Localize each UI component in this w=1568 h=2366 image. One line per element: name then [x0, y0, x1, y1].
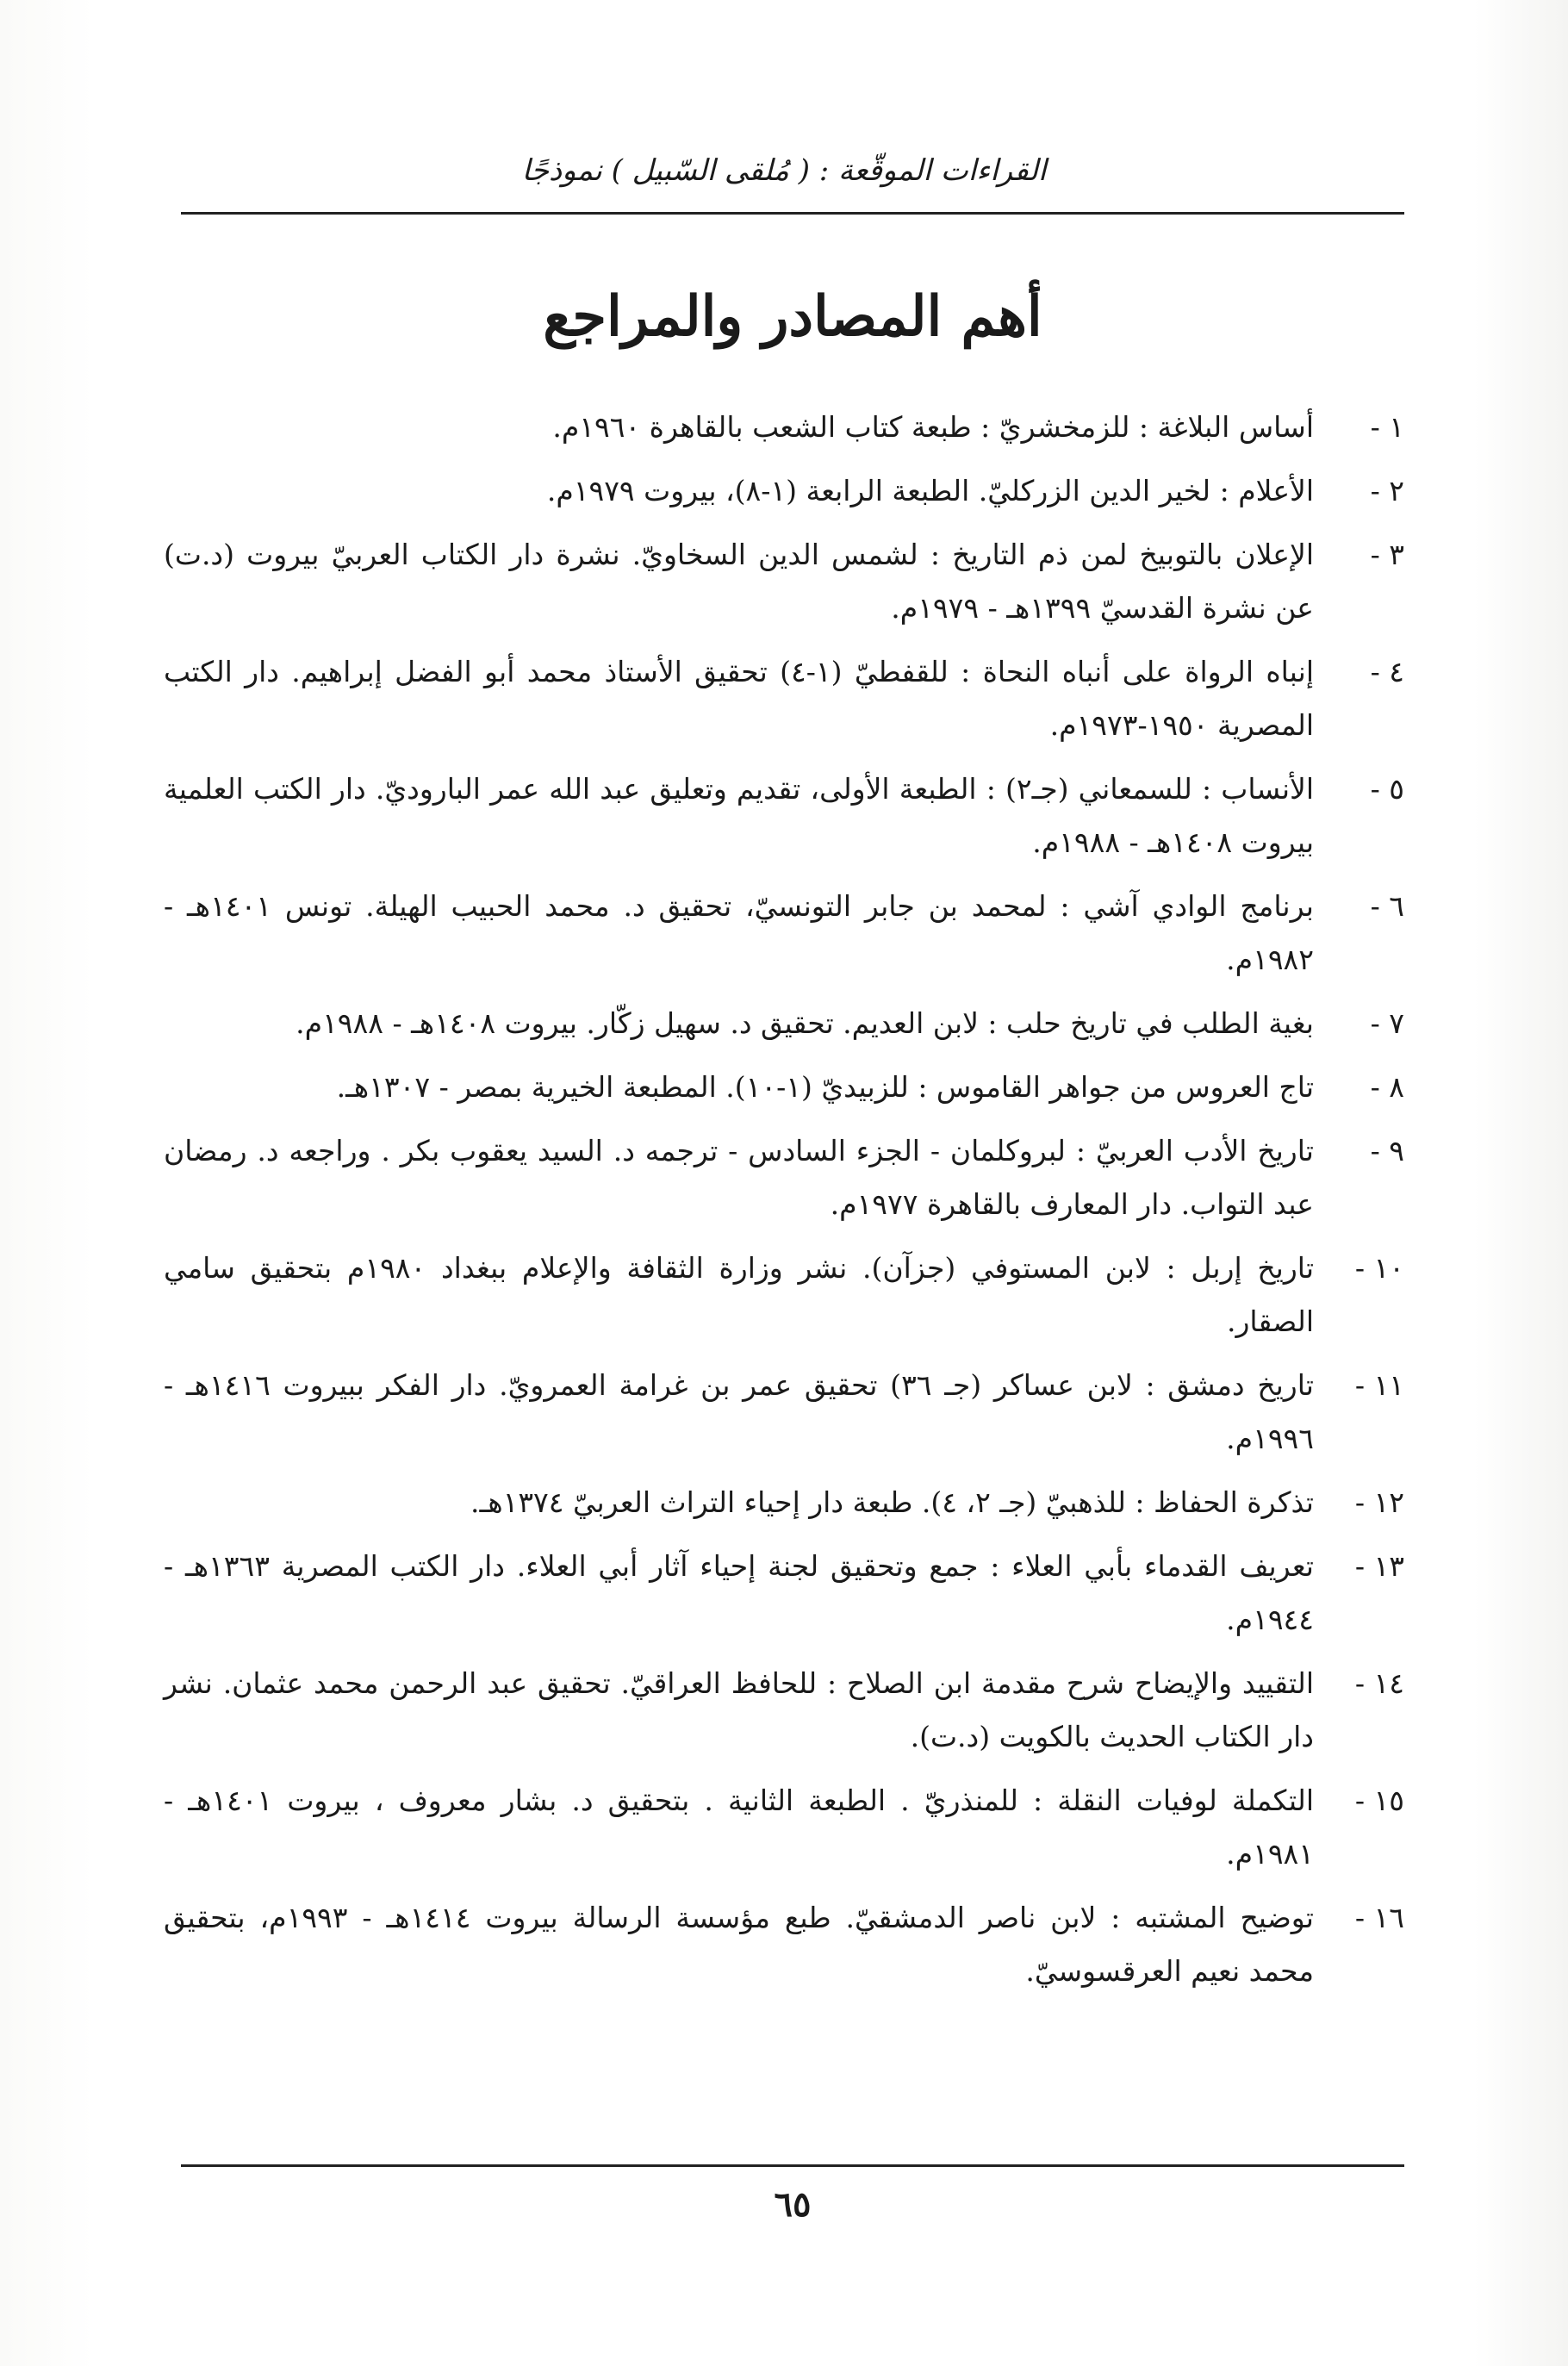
reference-text: توضيح المشتبه : لابن ناصر الدمشقيّ. طبع مؤسسة الرسالة بيروت ١٤١٤هـ - ١٩٩٣م، بتحقيق محمد نعيم العرقسوسيّ. — [164, 1901, 1314, 1988]
reference-text: الأنساب : للسمعاني (جـ٢) : الطبعة الأولى، تقديم وتعليق عبد الله عمر الباروديّ. دار الكتب العلمية بيروت ١٤٠٨هـ - ١٩٨٨م. — [164, 772, 1314, 859]
reference-item — [164, 1774, 1404, 1881]
reference-number: ٦ - — [1370, 889, 1404, 923]
reference-item — [164, 528, 1404, 635]
reference-item — [164, 401, 1404, 454]
reference-item — [164, 645, 1404, 752]
reference-item — [164, 464, 1404, 518]
reference-text: الإعلان بالتوبيخ لمن ذم التاريخ : لشمس الدين السخاويّ. نشرة دار الكتاب العربيّ بيروت (د.ت) عن نشرة القدسيّ ١٣٩٩هـ - ١٩٧٩م. — [164, 538, 1314, 625]
reference-text: تاريخ الأدب العربيّ : لبروكلمان - الجزء السادس - ترجمه د. السيد يعقوب بكر . وراجعه د. رمضان عبد التواب. دار المعارف بالقاهرة ١٩٧٧م. — [164, 1134, 1314, 1221]
reference-item — [164, 997, 1404, 1050]
reference-number: ٨ - — [1370, 1070, 1404, 1104]
reference-text: التكملة لوفيات النقلة : للمنذريّ . الطبعة الثانية . بتحقيق د. بشار معروف ، بيروت ١٤٠١هـ - ١٩٨١م. — [164, 1784, 1314, 1871]
reference-number: ١ - — [1370, 410, 1404, 444]
reference-text: تاريخ دمشق : لابن عساكر (جـ ٣٦) تحقيق عمر بن غرامة العمرويّ. دار الفكر ببيروت ١٤١٦هـ - ١٩٩٦م. — [164, 1368, 1314, 1455]
reference-text: برنامج الوادي آشي : لمحمد بن جابر التونسيّ، تحقيق د. محمد الحبيب الهيلة. تونس ١٤٠١هـ - ١٩٨٢م. — [164, 889, 1314, 976]
header-rule — [181, 212, 1404, 215]
reference-number: ٩ - — [1370, 1134, 1404, 1167]
reference-item — [164, 1359, 1404, 1466]
reference-text: إنباه الرواة على أنباه النحاة : للقفطيّ (١-٤) تحقيق الأستاذ محمد أبو الفضل إبراهيم. دار الكتب المصرية ١٩٥٠-١٩٧٣م. — [164, 655, 1314, 742]
reference-text: الأعلام : لخير الدين الزركليّ. الطبعة الرابعة (١-٨)، بيروت ١٩٧٩م. — [546, 474, 1314, 507]
reference-item — [164, 1891, 1404, 1998]
reference-item — [164, 880, 1404, 987]
running-header: القراءات الموقّعة : ( مُلقى السّبيل ) نموذجًا — [521, 153, 1047, 188]
reference-number: ١٦ - — [1354, 1901, 1404, 1934]
reference-text: تذكرة الحفاظ : للذهبيّ (جـ ٢، ٤). طبعة دار إحياء التراث العربيّ ١٣٧٤هـ. — [470, 1485, 1314, 1519]
references-list — [164, 401, 1404, 2008]
reference-item — [164, 1061, 1404, 1114]
reference-text: تاج العروس من جواهر القاموس : للزبيديّ (١-١٠). المطبعة الخيرية بمصر - ١٣٠٧هـ. — [336, 1070, 1314, 1104]
reference-number: ٧ - — [1370, 1006, 1404, 1040]
reference-number: ١٥ - — [1354, 1784, 1404, 1817]
reference-number: ١٣ - — [1354, 1549, 1404, 1583]
reference-text: أساس البلاغة : للزمخشريّ : طبعة كتاب الشعب بالقاهرة ١٩٦٠م. — [552, 410, 1314, 444]
reference-item — [164, 1124, 1404, 1231]
reference-item — [164, 763, 1404, 869]
reference-text: التقييد والإيضاح شرح مقدمة ابن الصلاح : للحافظ العراقيّ. تحقيق عبد الرحمن محمد عثمان. نشر دار الكتاب الحديث بالكويت (د.ت). — [164, 1666, 1314, 1753]
reference-text: تاريخ إربل : لابن المستوفي (جزآن). نشر وزارة الثقافة والإعلام ببغداد ١٩٨٠م بتحقيق سامي الصقار. — [164, 1251, 1314, 1338]
footer-rule — [181, 2164, 1404, 2167]
page-number: ٦٥ — [774, 2184, 812, 2225]
reference-text: بغية الطلب في تاريخ حلب : لابن العديم. تحقيق د. سهيل زكّار. بيروت ١٤٠٨هـ - ١٩٨٨م. — [296, 1006, 1314, 1040]
reference-number: ٣ - — [1370, 538, 1404, 571]
reference-item — [164, 1540, 1404, 1647]
reference-number: ١١ - — [1354, 1368, 1404, 1402]
reference-number: ٤ - — [1370, 655, 1404, 688]
reference-item — [164, 1657, 1404, 1764]
reference-text: تعريف القدماء بأبي العلاء : جمع وتحقيق لجنة إحياء آثار أبي العلاء. دار الكتب المصرية ١٣٦٣هـ - ١٩٤٤م. — [164, 1549, 1314, 1636]
reference-number: ١٠ - — [1354, 1251, 1404, 1285]
reference-number: ٥ - — [1370, 772, 1404, 806]
reference-number: ١٤ - — [1354, 1666, 1404, 1700]
reference-item — [164, 1476, 1404, 1529]
reference-number: ٢ - — [1370, 474, 1404, 507]
reference-item — [164, 1242, 1404, 1348]
page-title: أهم المصادر والمراجع — [543, 284, 1042, 349]
reference-number: ١٢ - — [1354, 1485, 1404, 1519]
